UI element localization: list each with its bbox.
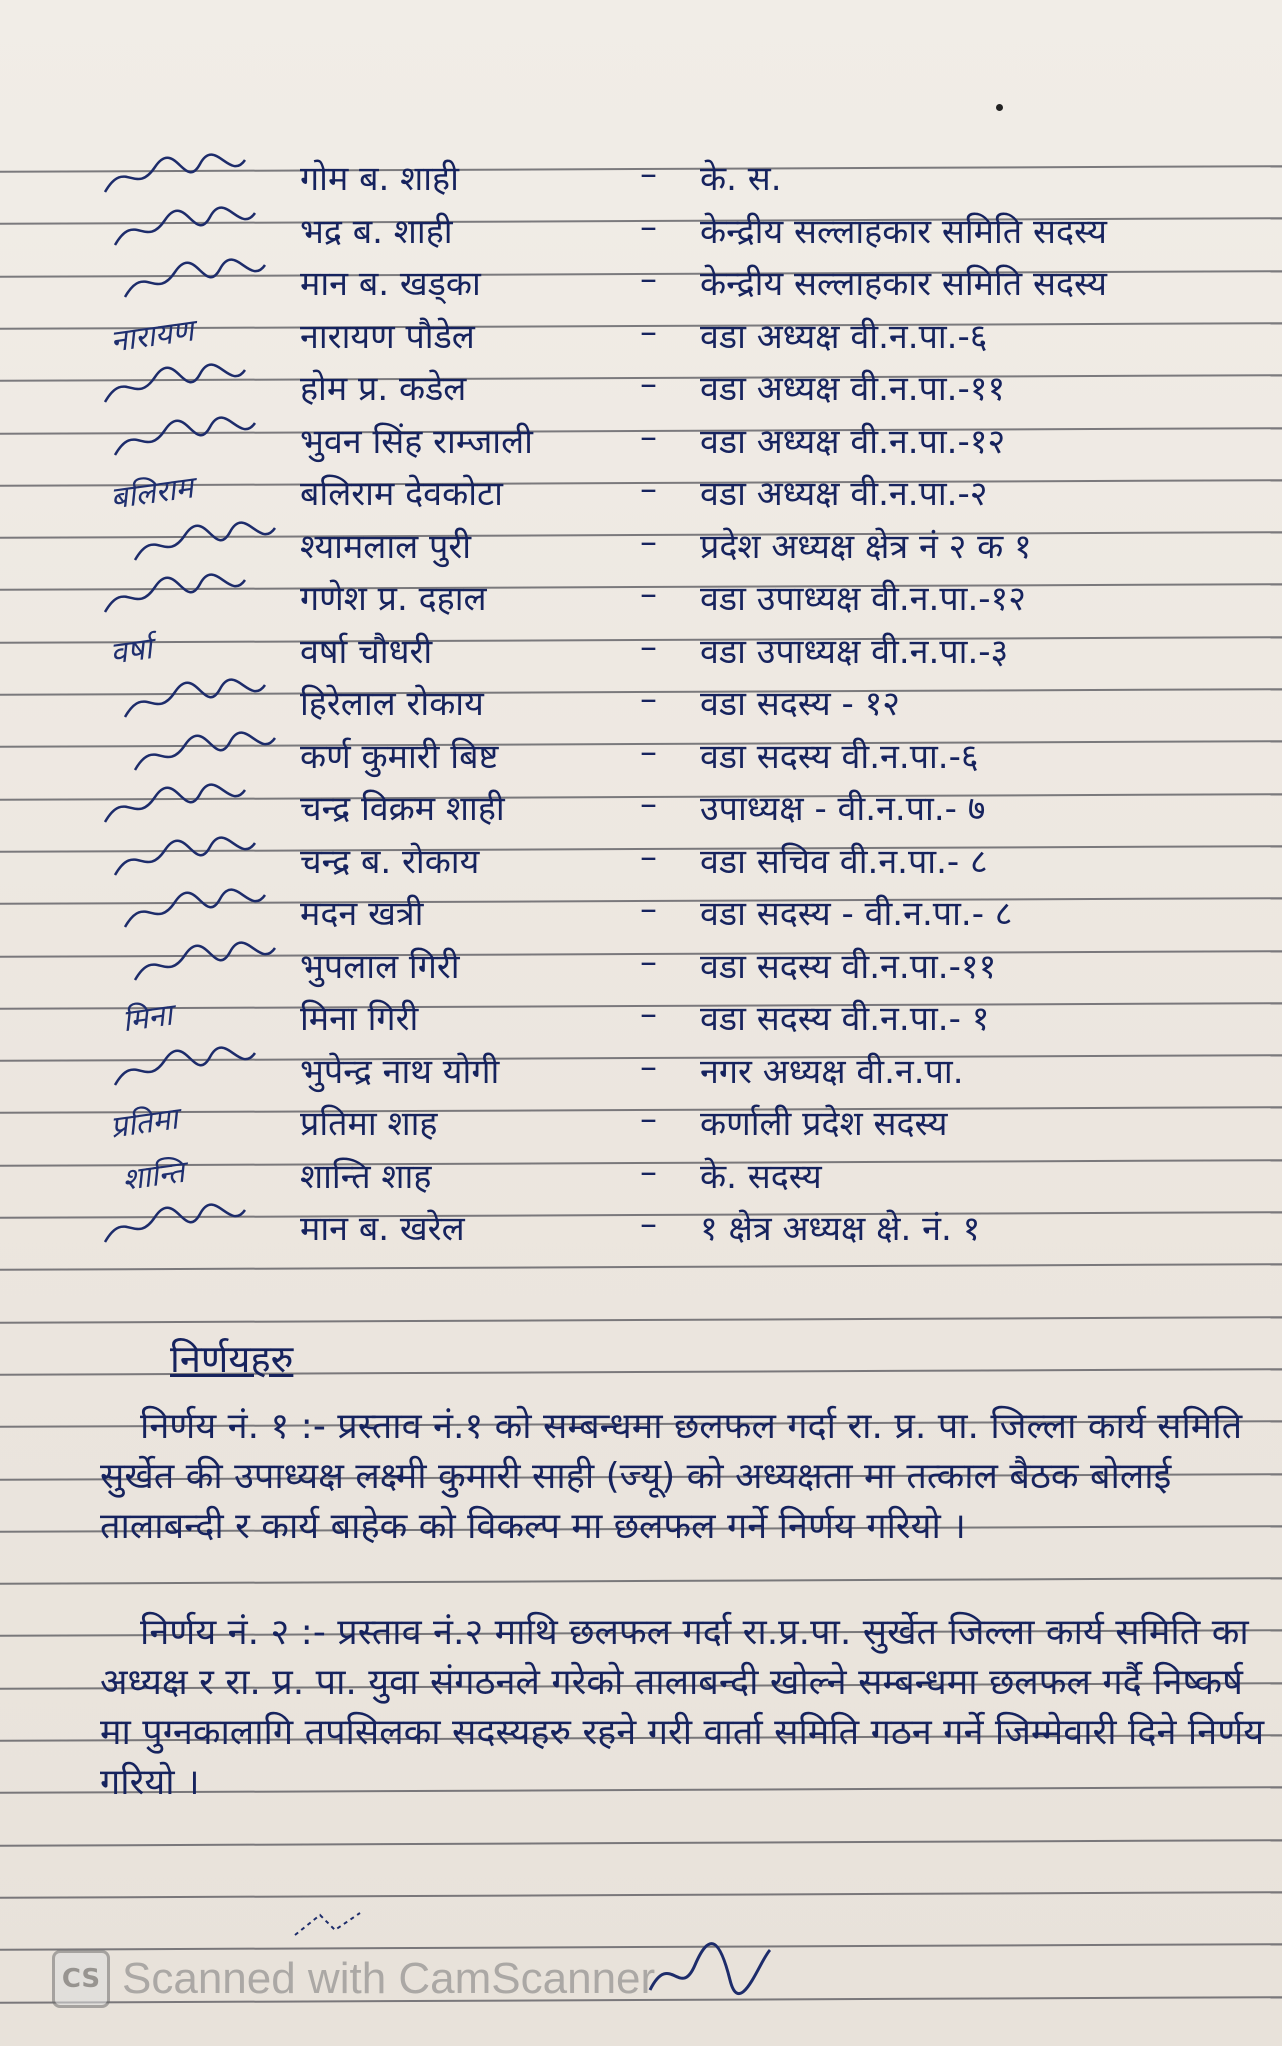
attendee-name: गोम ब. शाही: [300, 159, 459, 199]
separator-dash: –: [640, 1099, 657, 1139]
attendee-row: [0, 465, 1282, 521]
attendee-position: केन्द्रीय सल्लाहकार समिति सदस्य: [700, 211, 1107, 252]
attendee-position: कर्णाली प्रदेश सदस्य: [700, 1104, 948, 1144]
signature-scribble: [100, 782, 250, 832]
attendee-row: [0, 1200, 1282, 1256]
signature-scribble: [100, 362, 250, 412]
attendee-row: [0, 780, 1282, 836]
ruled-line: [0, 1577, 1282, 1585]
attendee-row: [0, 728, 1282, 784]
signature-scribble: [120, 887, 270, 937]
attendee-name: भद्र ब. शाही: [300, 211, 453, 252]
attendee-position: १ क्षेत्र अध्यक्ष क्षे. नं. १: [700, 1209, 981, 1249]
attendee-position: के. स.: [700, 159, 782, 199]
attendee-row: [0, 675, 1282, 731]
separator-dash: –: [640, 731, 657, 772]
attendee-row: [0, 1095, 1282, 1151]
attendee-row: [0, 150, 1282, 206]
signature-scribble: [100, 572, 250, 622]
separator-dash: –: [640, 574, 657, 614]
attendee-position: वडा उपाध्यक्ष वी.न.पा.-१२: [700, 579, 1026, 619]
separator-dash: –: [640, 994, 657, 1034]
attendee-row: [0, 1043, 1282, 1099]
ruled-line: [0, 1839, 1282, 1847]
separator-dash: –: [640, 1204, 657, 1244]
attendee-position: वडा अध्यक्ष वी.न.पा.-२: [700, 474, 988, 514]
signature-scribble: [130, 940, 280, 990]
attendee-name: प्रतिमा शाह: [300, 1104, 438, 1144]
attendee-position: वडा अध्यक्ष वी.न.पा.-११: [700, 369, 1006, 409]
attendee-position: वडा सदस्य वी.न.पा.-११: [700, 946, 997, 987]
attendee-name: मान ब. खड्का: [300, 264, 481, 304]
attendee-position: वडा उपाध्यक्ष वी.न.पा.-३: [700, 631, 1009, 672]
attendee-name: चन्द्र ब. रोकाय: [300, 841, 480, 882]
attendee-row: [0, 623, 1282, 679]
attendee-name: भुवन सिंह राम्जाली: [300, 421, 533, 462]
attendee-position: प्रदेश अध्यक्ष क्षेत्र नं २ क १: [700, 526, 1032, 567]
attendee-row: [0, 255, 1282, 311]
attendee-name: मदन खत्री: [300, 894, 424, 934]
separator-dash: –: [640, 1046, 657, 1087]
separator-dash: –: [640, 784, 657, 824]
attendee-name: बलिराम देवकोटा: [300, 474, 503, 514]
separator-dash: –: [640, 469, 657, 509]
attendee-position: वडा सचिव वी.न.पा.- ८: [700, 841, 988, 882]
attendee-position: उपाध्यक्ष - वी.न.पा.- ७: [700, 789, 986, 829]
signature-scribble: [640, 1930, 780, 2010]
attendee-signature: मिना: [120, 997, 175, 1040]
separator-dash: –: [640, 416, 657, 457]
ink-dot: [996, 104, 1003, 111]
separator-dash: –: [640, 154, 657, 194]
attendee-row: [0, 360, 1282, 416]
attendee-name: मिना गिरी: [300, 999, 419, 1039]
attendee-row: [0, 885, 1282, 941]
attendee-signature: वर्षा: [108, 630, 155, 672]
decision-2-text: निर्णय नं. २ :- प्रस्ताव नं.२ माथि छलफल गर्दा रा.प्र.पा. सुर्खेत जिल्ला कार्य समिति का अध्यक्ष र रा. प्र. पा. युवा संगठनले गरेको तालाबन्दी खोल्ने सम्बन्धमा छलफल गर्दै निष्कर्ष मा पुग्नकालागि तपसिलका सदस्यहरु रहने गरी वार्ता समिति गठन गर्ने जिम्मेवारी दिने निर्णय गरियो ।: [100, 1612, 1265, 1803]
attendee-name: नारायण पौडेल: [300, 316, 475, 357]
attendee-row: [0, 990, 1282, 1046]
attendee-position: वडा सदस्य - १२: [700, 684, 900, 724]
separator-dash: –: [640, 626, 657, 667]
signature-scribble: [110, 415, 260, 465]
attendee-position: के. सदस्य: [700, 1156, 822, 1197]
attendee-row: [0, 308, 1282, 364]
signature-scribble: [120, 257, 270, 307]
separator-dash: –: [640, 679, 657, 719]
signature-scribble: [110, 835, 260, 885]
ruled-line: [0, 1891, 1282, 1899]
separator-dash: –: [640, 1151, 657, 1192]
signature-scribble: [120, 677, 270, 727]
attendee-name: भुपलाल गिरी: [300, 946, 460, 987]
separator-dash: –: [640, 311, 657, 352]
attendee-name: श्यामलाल पुरी: [300, 526, 472, 567]
attendee-position: केन्द्रीय सल्लाहकार समिति सदस्य: [700, 264, 1107, 304]
camscanner-watermark: [52, 1950, 655, 2008]
signature-scribble: [110, 205, 260, 255]
signature-scribble: [100, 1202, 250, 1252]
attendee-row: [0, 938, 1282, 994]
separator-dash: –: [640, 364, 657, 404]
attendee-position: वडा सदस्य - वी.न.पा.- ८: [700, 894, 1013, 934]
attendee-name: हिरेलाल रोकाय: [300, 684, 484, 724]
separator-dash: –: [640, 521, 657, 562]
attendee-signature: नारायण: [108, 312, 196, 360]
attendee-position: वडा अध्यक्ष वी.न.पा.-१२: [700, 421, 1006, 462]
attendee-row: [0, 518, 1282, 574]
attendee-name: होम प्र. कडेल: [300, 369, 467, 409]
attendee-position: वडा अध्यक्ष वी.न.पा.-६: [700, 316, 988, 357]
signature-scribble: [130, 520, 280, 570]
attendee-name: मान ब. खरेल: [300, 1209, 465, 1249]
separator-dash: –: [640, 889, 657, 929]
separator-dash: –: [640, 206, 657, 247]
attendee-name: वर्षा चौधरी: [300, 631, 433, 672]
attendee-row: [0, 570, 1282, 626]
attendee-name: गणेश प्र. दहाल: [300, 579, 487, 619]
camscanner-logo-icon: CS: [52, 1950, 110, 2008]
attendee-name: कर्ण कुमारी बिष्ट: [300, 736, 499, 777]
pen-mark: [290, 1905, 370, 1945]
attendee-position: वडा सदस्य वी.न.पा.- १: [700, 999, 990, 1039]
attendee-signature: बलिराम: [108, 470, 196, 517]
decisions-heading: निर्णयहरु: [170, 1337, 294, 1381]
ruled-line: [0, 1264, 1282, 1272]
attendee-row: [0, 203, 1282, 259]
separator-dash: –: [640, 259, 657, 299]
attendee-signature: प्रतिमा: [108, 1101, 181, 1146]
attendee-name: शान्ति शाह: [300, 1156, 432, 1197]
watermark-text: Scanned with CamScanner: [122, 1954, 656, 2003]
attendee-name: भुपेन्द्र नाथ योगी: [300, 1051, 500, 1092]
signature-scribble: [110, 1045, 260, 1095]
decision-1-text: निर्णय नं. १ :- प्रस्ताव नं.१ को सम्बन्धमा छलफल गर्दा रा. प्र. पा. जिल्ला कार्य समिति सुर्खेत की उपाध्यक्ष लक्ष्मी कुमारी साही (ज्यू) को अध्यक्षता मा तत्काल बैठक बोलाई तालाबन्दी र कार्य बाहेक को विकल्प मा छलफल गर्ने निर्णय गरियो ।: [100, 1406, 1243, 1547]
attendee-position: वडा सदस्य वी.न.पा.-६: [700, 736, 979, 777]
signature-scribble: [130, 730, 280, 780]
attendee-row: [0, 833, 1282, 889]
attendee-row: [0, 413, 1282, 469]
attendee-row: [0, 1148, 1282, 1204]
ruled-line: [0, 1316, 1282, 1324]
attendee-signature: शान्ति: [120, 1154, 187, 1198]
attendee-position: नगर अध्यक्ष वी.न.पा.: [700, 1051, 964, 1092]
separator-dash: –: [640, 836, 657, 877]
separator-dash: –: [640, 941, 657, 982]
attendee-name: चन्द्र विक्रम शाही: [300, 789, 505, 829]
signature-scribble: [100, 152, 250, 202]
